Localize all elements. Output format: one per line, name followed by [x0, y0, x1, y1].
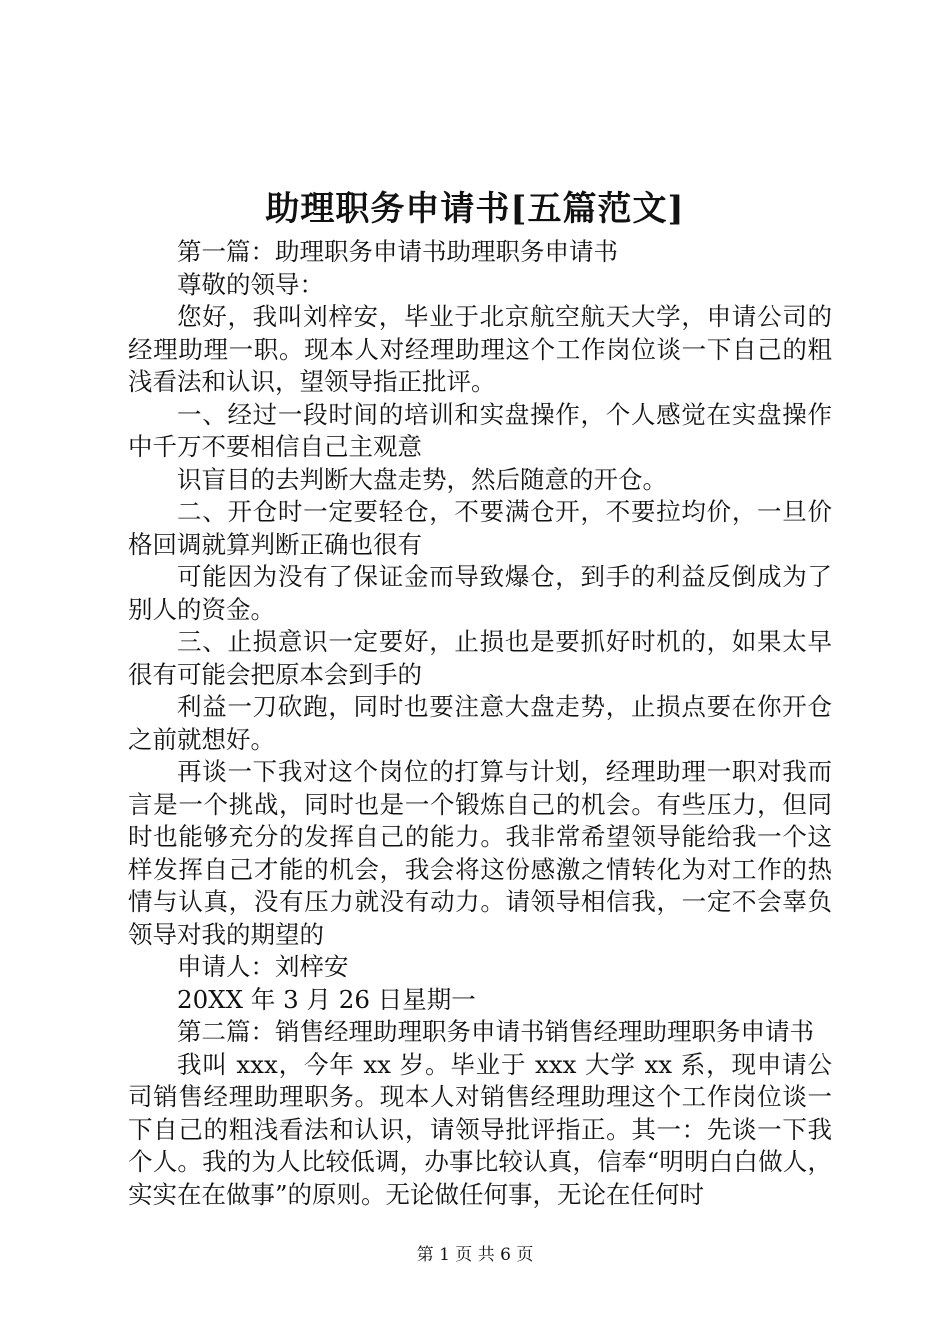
paragraph-point-two: 二、开仓时一定要轻仓，不要满仓开，不要拉均价，一旦价格回调就算判断正确也很有 — [128, 497, 832, 559]
paragraph-date: 20XX 年 3 月 26 日星期一 — [177, 984, 476, 1014]
paragraph-introduction: 您好，我叫刘梓安，毕业于北京航空航天大学，申请公司的经理助理一职。现本人对经理助理这个工作岗位谈一下自己的粗浅看法和认识，望领导指正批评。 — [128, 302, 832, 396]
paragraph-section-two-heading: 第二篇：销售经理助理职务申请书销售经理助理职务申请书 — [177, 1017, 814, 1046]
paragraph-section-two-body: 我叫 xxx，今年 xx 岁。毕业于 xxx 大学 xx 系，现申请公司销售经理助理职务。现本人对销售经理助理这个工作岗位谈一下自己的粗浅看法和认识，请领导批评指正。其一：先谈一下我个人。我的为人比较低调，办事比较认真，信奉“明明白白做人，实实在在做事”的原则。无论做任何事，无论在任何时 — [128, 1049, 832, 1209]
document-title: 助理职务申请书[五篇范文] — [265, 189, 685, 229]
paragraph-point-one: 一、经过一段时间的培训和实盘操作，个人感觉在实盘操作中千万不要相信自己主观意 — [128, 399, 832, 461]
paragraph-point-one-continued: 识盲目的去判断大盘走势，然后随意的开仓。 — [177, 464, 667, 494]
paragraph-point-three-continued: 利益一刀砍跑，同时也要注意大盘走势，止损点要在你开仓之前就想好。 — [128, 692, 832, 754]
paragraph-applicant: 申请人：刘梓安 — [177, 952, 349, 981]
paragraph-section-one-heading: 第一篇：助理职务申请书助理职务申请书 — [177, 237, 618, 266]
paragraph-point-three: 三、止损意识一定要好，止损也是要抓好时机的，如果太早很有可能会把原本会到手的 — [128, 627, 832, 689]
paragraph-salutation: 尊敬的领导： — [177, 269, 324, 299]
paragraph-plan: 再谈一下我对这个岗位的打算与计划，经理助理一职对我而言是一个挑战，同时也是一个锻炼自己的机会。有些压力，但同时也能够充分的发挥自己的能力。我非常希望领导能给我一个这样发挥自己才能的机会，我会将这份感激之情转化为对工作的热情与认真，没有压力就没有动力。请领导相信我，一定不会辜负领导对我的期望的 — [128, 757, 832, 949]
paragraph-point-two-continued: 可能因为没有了保证金而导致爆仓，到手的利益反倒成为了别人的资金。 — [128, 562, 832, 624]
document-body — [128, 236, 832, 1211]
page-footer: 第 1 页 共 6 页 — [416, 1245, 534, 1265]
